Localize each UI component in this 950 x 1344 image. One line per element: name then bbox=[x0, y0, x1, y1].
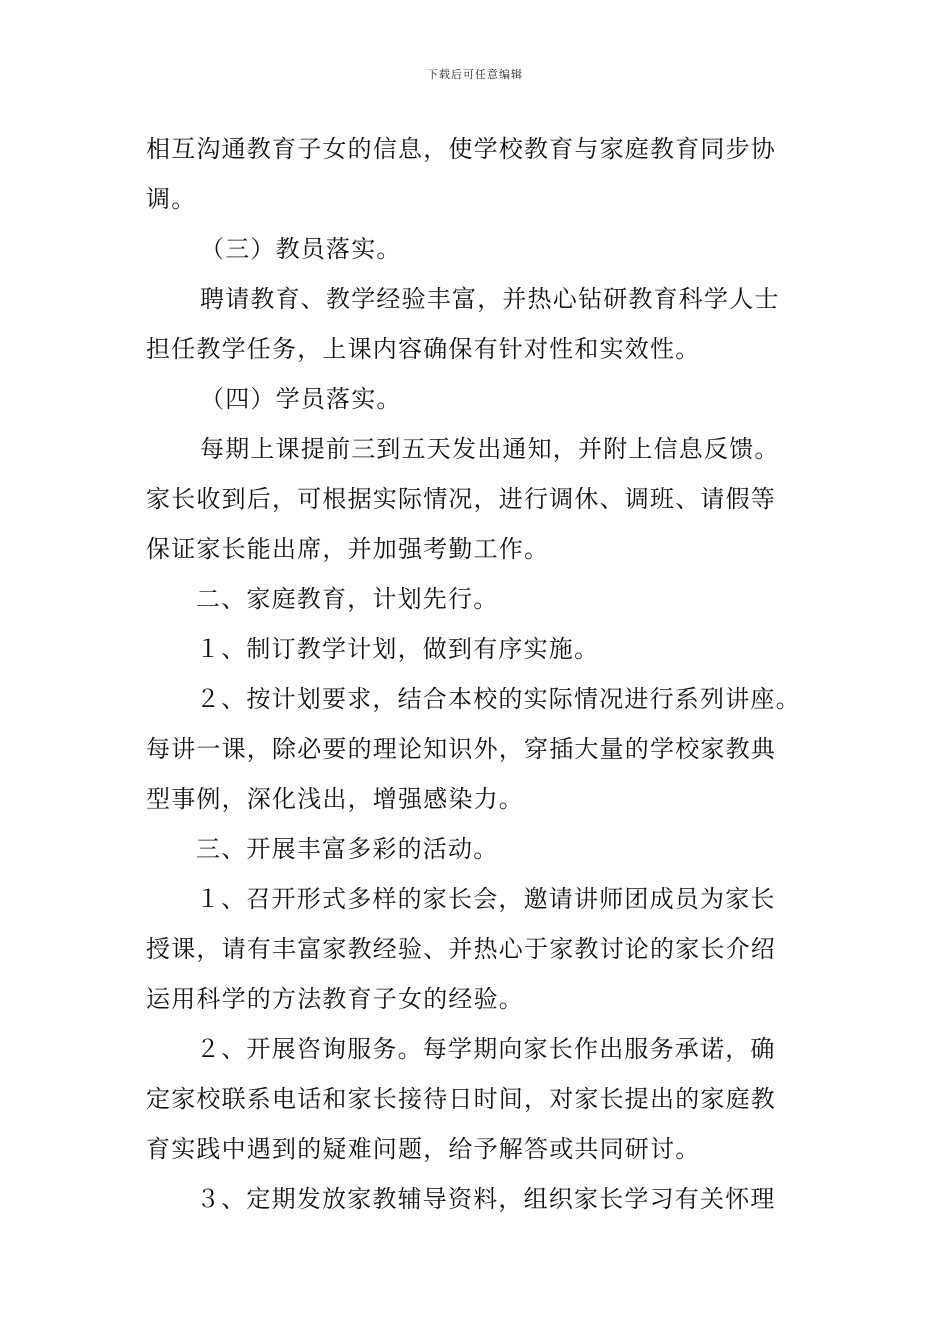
text-line: 授课，请有丰富家教经验、并热心于家教讨论的家长介绍 bbox=[146, 935, 776, 963]
page-header: 下载后可任意编辑 bbox=[427, 68, 523, 81]
section-heading: 三、开展丰富多彩的活动。 bbox=[196, 835, 499, 863]
text-line: 担任教学任务，上课内容确保有针对性和实效性。 bbox=[146, 335, 701, 363]
text-line: 每讲一课，除必要的理论知识外，穿插大量的学校家教典 bbox=[146, 735, 776, 763]
text-line: 运用科学的方法教育子女的经验。 bbox=[146, 985, 524, 1013]
text-line: 家长收到后，可根据实际情况，进行调休、调班、请假等 bbox=[146, 485, 776, 513]
text-line: １、制订教学计划，做到有序实施。 bbox=[196, 635, 600, 663]
text-line: ３、定期发放家教辅导资料，组织家长学习有关怀理 bbox=[196, 1185, 776, 1213]
text-line: ２、开展咨询服务。每学期向家长作出服务承诺，确 bbox=[196, 1035, 776, 1063]
text-line: 育实践中遇到的疑难问题，给予解答或共同研讨。 bbox=[146, 1135, 701, 1163]
text-line: 定家校联系电话和家长接待日时间，对家长提出的家庭教 bbox=[146, 1085, 776, 1113]
text-line: 调。 bbox=[146, 185, 197, 213]
text-line: 型事例，深化浅出，增强感染力。 bbox=[146, 785, 524, 813]
text-line: 每期上课提前三到五天发出通知，并附上信息反馈。 bbox=[200, 435, 780, 463]
text-line: 聘请教育、教学经验丰富，并热心钻研教育科学人士 bbox=[200, 285, 780, 313]
section-heading: （三）教员落实。 bbox=[200, 235, 402, 263]
section-heading: 二、家庭教育，计划先行。 bbox=[196, 585, 499, 613]
section-heading: （四）学员落实。 bbox=[200, 385, 402, 413]
text-line: 保证家长能出席，并加强考勤工作。 bbox=[146, 535, 550, 563]
text-line: １、召开形式多样的家长会，邀请讲师团成员为家长 bbox=[196, 885, 776, 913]
text-line: 相互沟通教育子女的信息，使学校教育与家庭教育同步协 bbox=[146, 135, 776, 163]
text-line: ２、按计划要求，结合本校的实际情况进行系列讲座。 bbox=[196, 685, 801, 713]
